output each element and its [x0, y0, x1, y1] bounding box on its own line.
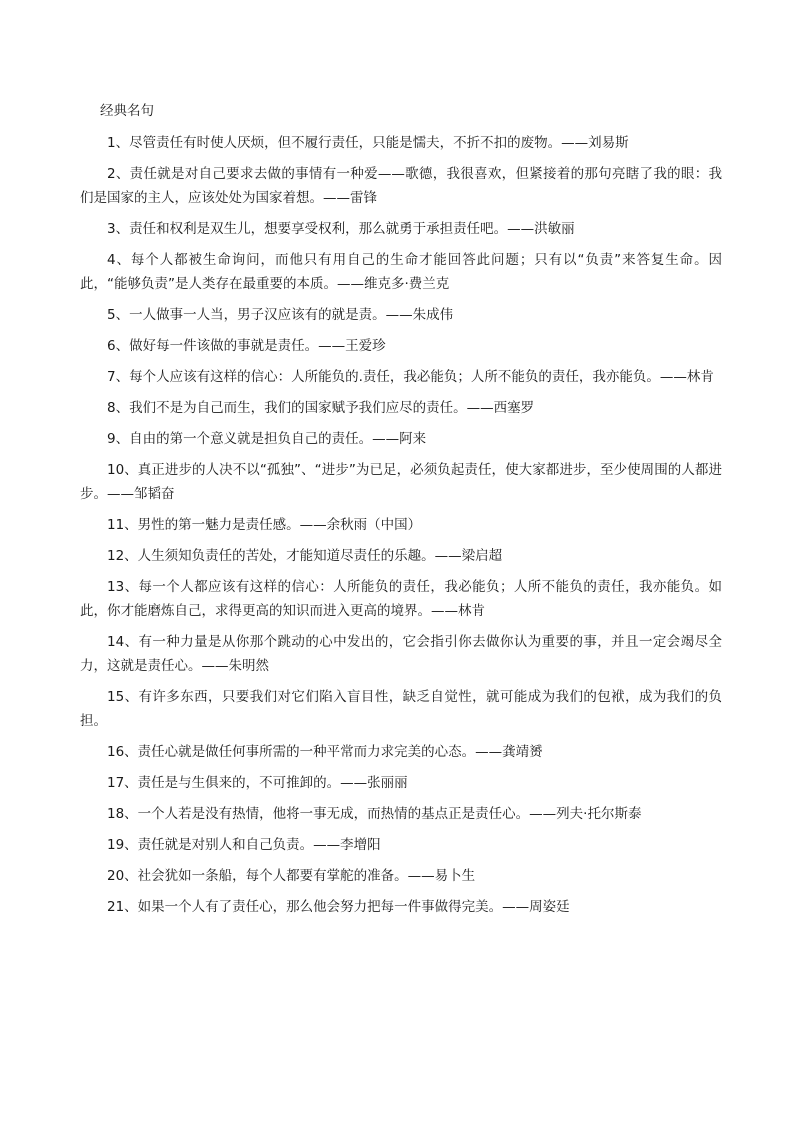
quote-3: 3、责任和权利是双生儿，想要享受权利，那么就勇于承担责任吧。——洪敏丽	[107, 221, 575, 237]
quote-11: 11、男性的第一魅力是责任感。——余秋雨（中国）	[107, 517, 422, 533]
quote-4: 4、每个人都被生命询问，而他只有用自己的生命才能回答此问题；只有以“负责”来答复生命。因此，“能够负责”是人类存在最重要的本质。——维克多·费兰克	[80, 252, 722, 292]
quote-7: 7、每个人应该有这样的信心：人所能负的.责任，我必能负；人所不能负的责任，我亦能负。——林肯	[107, 369, 714, 385]
quote-8: 8、我们不是为自己而生，我们的国家赋予我们应尽的责任。——西塞罗	[107, 400, 535, 416]
quote-5: 5、一人做事一人当，男子汉应该有的就是责。——朱成伟	[107, 307, 454, 323]
quote-1: 1、尽管责任有时使人厌烦，但不履行责任，只能是懦夫，不折不扣的废物。——刘易斯	[107, 135, 629, 151]
quote-6: 6、做好每一件该做的事就是责任。——王爱珍	[107, 338, 386, 354]
quote-14: 14、有一种力量是从你那个跳动的心中发出的，它会指引你去做你认为重要的事，并且一定会竭尽全力，这就是责任心。——朱明然	[80, 634, 722, 674]
quote-2: 2、责任就是对自己要求去做的事情有一种爱——歌德，我很喜欢，但紧接着的那句亮瞎了我的眼：我们是国家的主人，应该处处为国家着想。——雷锋	[80, 166, 722, 206]
quote-10: 10、真正进步的人决不以“孤独”、“进步”为已足，必须负起责任，使大家都进步，至少使周围的人都进步。——邹韬奋	[80, 462, 722, 502]
document-heading: 经典名句	[100, 103, 154, 119]
quote-16: 16、责任心就是做任何事所需的一种平常而力求完美的心态。——龚靖赟	[107, 744, 543, 760]
quote-20: 20、社会犹如一条船，每个人都要有掌舵的准备。——易卜生	[107, 868, 476, 884]
quote-17: 17、责任是与生俱来的，不可推卸的。——张丽丽	[107, 775, 408, 791]
quote-19: 19、责任就是对别人和自己负责。——李增阳	[107, 837, 381, 853]
quote-13: 13、每一个人都应该有这样的信心：人所能负的责任，我必能负；人所不能负的责任，我亦能负。如此，你才能磨炼自己，求得更高的知识而进入更高的境界。——林肯	[80, 579, 722, 619]
quote-21: 21、如果一个人有了责任心，那么他会努力把每一件事做得完美。——周姿廷	[107, 899, 570, 915]
quote-15: 15、有许多东西，只要我们对它们陷入盲目性，缺乏自觉性，就可能成为我们的包袱，成为我们的负担。	[80, 689, 722, 729]
quote-9: 9、自由的第一个意义就是担负自己的责任。——阿来	[107, 431, 427, 447]
document-body	[80, 100, 722, 926]
quote-18: 18、一个人若是没有热情，他将一事无成，而热情的基点正是责任心。——列夫·托尔斯泰	[107, 806, 642, 822]
quote-list	[80, 131, 722, 919]
quote-12: 12、人生须知负责任的苦处，才能知道尽责任的乐趣。——梁启超	[107, 548, 503, 564]
